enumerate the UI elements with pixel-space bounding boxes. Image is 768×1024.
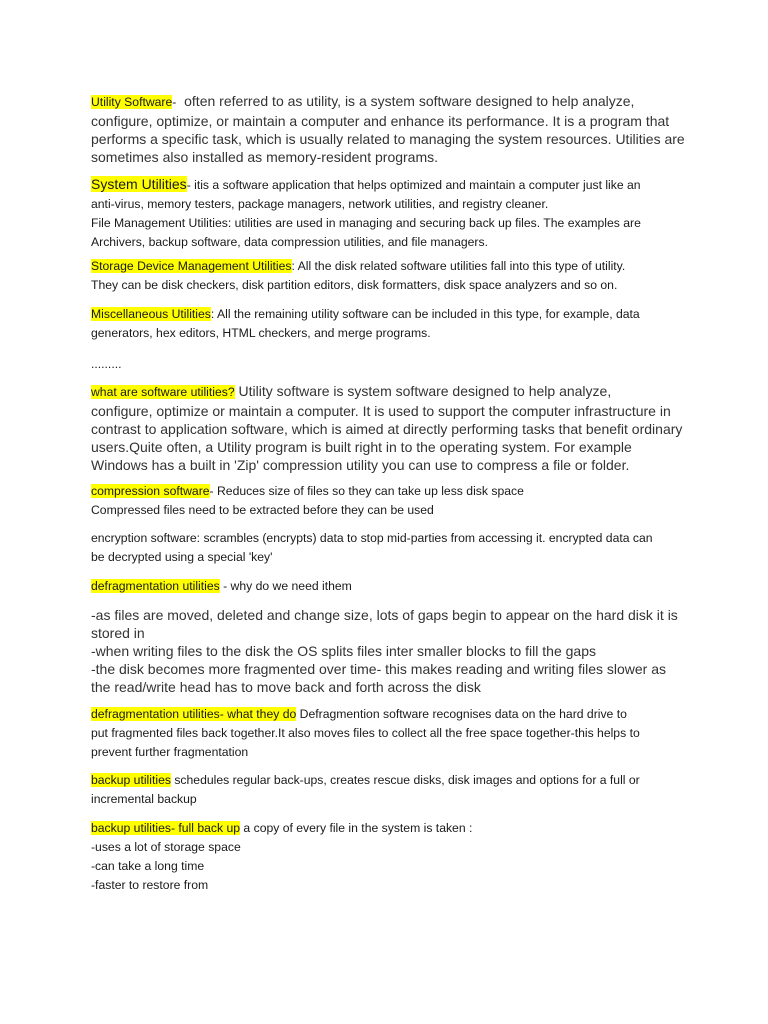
paragraph-line: - why do we need ithem [219, 579, 352, 593]
paragraph-line: : All the remaining utility software can be included in this type, for example, data [210, 307, 640, 321]
paragraph-line: schedules regular back-ups, creates rescue disks, disk images and options for a full or [170, 773, 640, 787]
paragraph-misc-utilities [91, 305, 691, 343]
paragraph-line: sometimes also installed as memory-resident programs. [91, 149, 439, 165]
paragraph-defrag-what [91, 705, 691, 762]
list-item: -when writing files to the disk the OS splits files inter smaller blocks to fill the gaps [91, 643, 596, 659]
paragraph-line: encryption software: scrambles (encrypts) data to stop mid-parties from accessing it. encrypted data can [91, 531, 653, 545]
paragraph-line: prevent further fragmentation [91, 745, 249, 759]
dots-separator: ......... [91, 357, 122, 371]
paragraph-line: incremental backup [91, 792, 197, 806]
paragraph-line: contrast to application software, which is aimed at directly performing tasks that benefit ordinary [91, 421, 683, 437]
paragraph-line: performs a specific task, which is usually related to managing the system resources. Utilities are [91, 131, 685, 147]
paragraph-line: put fragmented files back together.It also moves files to collect all the free space together-this helps to [91, 726, 640, 740]
paragraph-compression [91, 482, 691, 520]
paragraph-defrag-list [91, 606, 691, 696]
term-separator: - [172, 95, 177, 109]
list-item: -can take a long time [91, 859, 205, 873]
paragraph-line: be decrypted using a special 'key' [91, 550, 273, 564]
list-item: -as files are moved, deleted and change size, lots of gaps begin to appear on the hard disk it is [91, 607, 678, 623]
list-item: -uses a lot of storage space [91, 840, 241, 854]
paragraph-line: Defragmention software recognises data on the hard drive to [296, 707, 627, 721]
highlighted-term: what are software utilities? [91, 385, 235, 399]
highlighted-term: Storage Device Management Utilities [91, 259, 292, 273]
paragraph-line: configure, optimize or maintain a computer. It is used to support the computer infrastructure in [91, 403, 671, 419]
paragraph-system-utilities [91, 175, 691, 252]
paragraph-line: : All the disk related software utilities fall into this type of utility. [291, 259, 626, 273]
highlighted-term: Utility Software [91, 95, 173, 109]
paragraph-utility-software [91, 92, 691, 166]
paragraph-line: a copy of every file in the system is taken : [240, 821, 473, 835]
paragraph-what-are-utilities [91, 382, 691, 474]
highlighted-term: backup utilities [91, 773, 171, 787]
paragraph-line: - itis a software application that helps optimized and maintain a computer just like an [186, 178, 641, 192]
paragraph-line: generators, hex editors, HTML checkers, and merge programs. [91, 326, 431, 340]
paragraph-line: Compressed files need to be extracted before they can be used [91, 503, 434, 517]
highlighted-term: defragmentation utilities- what they do [91, 707, 297, 721]
paragraph-line: Windows has a built in 'Zip' compression utility you can use to compress a file or folder. [91, 457, 630, 473]
paragraph-line: configure, optimize, or maintain a computer and enhance its performance. It is a program that [91, 113, 670, 129]
list-item: -the disk becomes more fragmented over time- this makes reading and writing files slower as [91, 661, 667, 677]
paragraph-storage-utilities [91, 257, 691, 295]
list-item: the read/write head has to move back and forth across the disk [91, 679, 481, 695]
paragraph-line: Archivers, backup software, data compression utilities, and file managers. [91, 235, 488, 249]
paragraph-line: File Management Utilities: utilities are used in managing and securing back up files. The examples are [91, 216, 641, 230]
highlighted-term: defragmentation utilities [91, 579, 220, 593]
paragraph-backup [91, 771, 691, 809]
paragraph-line: Utility software is system software designed to help analyze, [234, 383, 612, 399]
paragraph-defrag-why [91, 577, 691, 596]
list-item: stored in [91, 625, 145, 641]
paragraph-line: - Reduces size of files so they can take up less disk space [209, 484, 524, 498]
paragraph-line: anti-virus, memory testers, package managers, network utilities, and registry cleaner. [91, 197, 549, 211]
paragraph-line: users.Quite often, a Utility program is built right in to the operating system. For example [91, 439, 632, 455]
highlighted-term: Miscellaneous Utilities [91, 307, 211, 321]
highlighted-term: backup utilities- full back up [91, 821, 241, 835]
list-item: -faster to restore from [91, 878, 209, 892]
highlighted-term: compression software [91, 484, 210, 498]
highlighted-term: System Utilities [91, 176, 187, 192]
paragraph-line: They can be disk checkers, disk partition editors, disk formatters, disk space analyzers and so on. [91, 278, 618, 292]
paragraph-encryption [91, 529, 691, 567]
paragraph-full-backup [91, 819, 691, 895]
paragraph-line: often referred to as utility, is a system software designed to help analyze, [176, 93, 635, 109]
